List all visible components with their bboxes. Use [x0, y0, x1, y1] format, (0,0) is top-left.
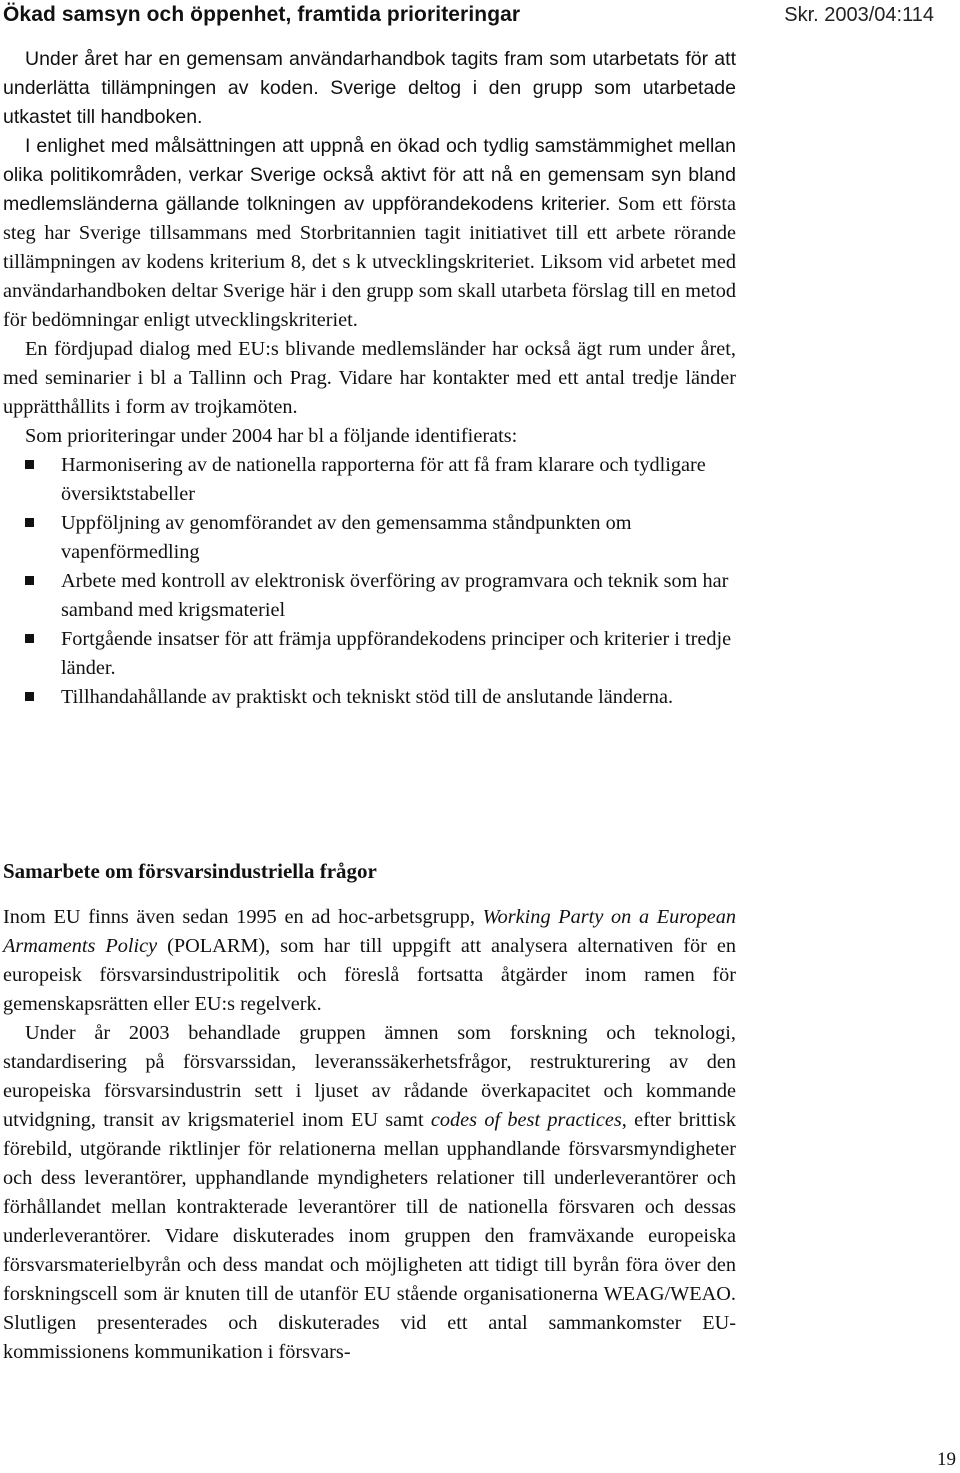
list-item-text: Arbete med kontroll av elektronisk överföring av programvara och teknik som har samband med krigsmateriel [61, 570, 729, 621]
page-number: 19 [937, 1449, 956, 1470]
list-item-text: Tillhandahållande av praktiskt och tekniskt stöd till de anslutande länderna. [61, 686, 674, 708]
paragraph-2003-topics-pre: Under år 2003 behandlade gruppen ämnen som forskning och teknologi, standardisering på försvarssidan, leveranssäkerhetsfrågor, restrukturering av den europeiska försvarsindustrin sett i ljuset av rådande överkapacitet och kommande utvidgning, transit av krigsmateriel inom EU samt [3, 1022, 736, 1131]
paragraph-polarm-italic: Working Party on a European Armaments Policy [3, 906, 736, 957]
list-item [3, 567, 736, 625]
paragraph-polarm-pre: Inom EU finns även sedan 1995 en ad hoc-arbetsgrupp, [3, 906, 483, 928]
list-item-text: Fortgående insatser för att främja uppförandekodens principer och kriterier i tredje länder. [61, 628, 732, 679]
square-bullet-icon [25, 576, 34, 585]
paragraph-2003-topics-post: , efter brittisk förebild, utgörande riktlinjer för relationerna mellan upphandlande försvarsmyndigheter och dess leverantörer, upphandlande myndigheters relationer till underleverantörer och förhållandet mellan kontrakterade leverantörer till de nationella försvaren och dessas underleverantörer. Vidare diskuterades inom gruppen den framväxande europeiska försvarsmaterielbyrån och dess mandat och möjligheten att tidigt till byrån föra över den forskningscell som är knuten till de utanför EU stående organisationerna WEAG/WEAO. Slutligen presenterades och diskuterades vid ett antal sammankomster EU-kommissionens kommunikation i försvars- [3, 1109, 736, 1363]
paragraph-2003-topics [3, 1019, 736, 1367]
list-item [3, 683, 736, 712]
list-item [3, 509, 736, 567]
square-bullet-icon [25, 518, 34, 527]
document-reference: Skr. 2003/04:114 [784, 4, 934, 26]
list-item-text: Uppföljning av genomförandet av den gemensamma ståndpunkten om vapenförmedling [61, 512, 632, 563]
paragraph-common-view [3, 132, 736, 335]
paragraph-handbook: Under året har en gemensam användarhandbok tagits fram som utarbetats för att underlätta tillämpningen av koden. Sverige deltog i den grupp som utarbetade utkastet till handboken. [3, 48, 736, 128]
section-heading: Samarbete om försvarsindustriella frågor [3, 859, 377, 883]
list-item [3, 625, 736, 683]
paragraph-dialog: En fördjupad dialog med EU:s blivande medlemsländer har också ägt rum under året, med seminarier i bl a Tallinn och Prag. Vidare har kontakter med ett antal tredje länder upprätthållits i form av trojkamöten. [3, 338, 736, 418]
running-header-title: Ökad samsyn och öppenhet, framtida prioriteringar [3, 3, 521, 26]
paragraph-common-view-rest: Som ett första steg har Sverige tillsammans med Storbritannien tagit initiativet till ett arbete rörande tillämpningen av kodens kriterium 8, det s k utvecklingskriteriet. Liksom vid arbetet med användarhandboken deltar Sverige här i den grupp som skall utarbeta förslag till en metod för bedömningar enligt utvecklingskriteriet. [3, 193, 736, 331]
list-item [3, 451, 736, 509]
paragraph-priorities-intro: Som prioriteringar under 2004 har bl a följande identifierats: [25, 425, 518, 447]
square-bullet-icon [25, 460, 34, 469]
square-bullet-icon [25, 634, 34, 643]
paragraph-polarm [3, 903, 736, 1019]
priorities-list [3, 451, 736, 712]
defence-industry-section [3, 903, 736, 1367]
top-section [3, 45, 736, 712]
paragraph-polarm-post: (POLARM), som har till uppgift att analysera alternativen för en europeisk försvarsindustripolitik och föreslå fortsatta åtgärder inom ramen för gemenskapsrätten eller EU:s regelverk. [3, 935, 736, 1015]
paragraph-common-view-lead: I enlighet med målsättningen att uppnå en ökad och tydlig samstämmighet mellan olika politikområden, verkar Sverige också aktivt för att nå en gemensam syn bland medlemsländerna gällande tolkningen av uppförandekodens kriterier. [3, 135, 736, 215]
list-item-text: Harmonisering av de nationella rapporterna för att få fram klarare och tydligare översiktstabeller [61, 454, 706, 505]
paragraph-2003-topics-italic: codes of best practices [430, 1109, 622, 1131]
square-bullet-icon [25, 692, 34, 701]
